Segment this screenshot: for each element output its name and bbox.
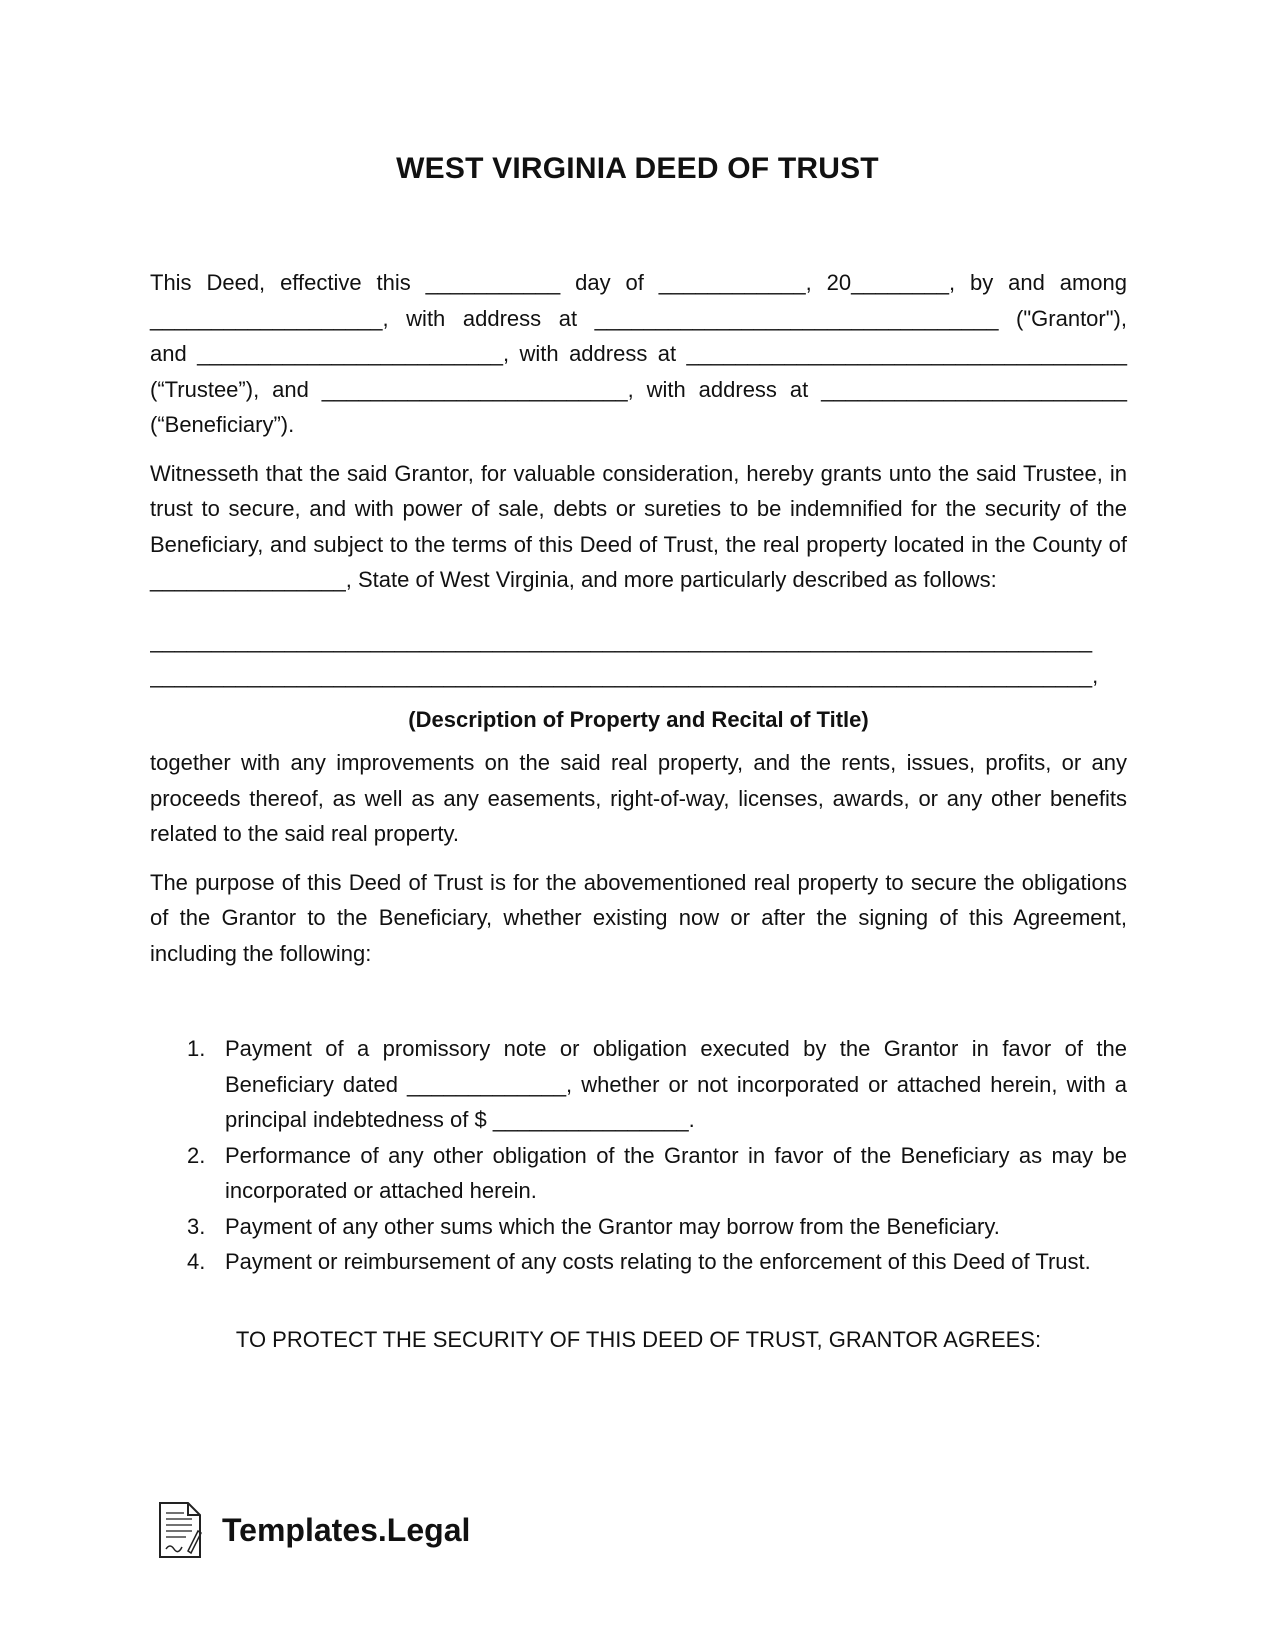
witness-paragraph: Witnesseth that the said Grantor, for valuable consideration, hereby grants unto the said Trustee, in trust to secure, and with power of sale, debts or sureties to be indemnified for the security of the Beneficiary, and subject to the terms of this Deed of Trust, the real property located in the County of ________________, State of West Virginia, and more particularly described as follows: xyxy=(150,460,1127,592)
protect-heading: TO PROTECT THE SECURITY OF THIS DEED OF TRUST, GRANTOR AGREES: xyxy=(235,1326,1042,1352)
property-caption: (Description of Property and Recital of Title) xyxy=(408,706,869,732)
list-item: 4. Payment or reimbursement of any costs relating to the enforcement of this Deed of Trust. xyxy=(187,1249,1091,1274)
document-title: WEST VIRGINIA DEED OF TRUST xyxy=(396,152,879,185)
intro-line: (“Beneficiary”). xyxy=(150,412,295,437)
obligations-list xyxy=(150,1031,1127,1280)
document-body xyxy=(150,265,1127,1357)
intro-line: and _________________________, with address at ____________________________________ xyxy=(150,341,1127,366)
footer-branding xyxy=(158,1495,470,1565)
property-description-line: _____________________________________________________________________________, xyxy=(150,663,1099,688)
property-description-line: _____________________________________________________________________________ xyxy=(150,627,1093,653)
list-item: 3. Payment of any other sums which the Grantor may borrow from the Beneficiary. xyxy=(187,1213,1000,1239)
intro-line: ___________________, with address at _________________________________ ("Grantor"), xyxy=(150,305,1127,331)
intro-line: This Deed, effective this ___________ day of ____________, 20________, by and among xyxy=(150,270,1127,295)
document-signature-icon xyxy=(158,1501,202,1559)
together-paragraph: together with any improvements on the said real property, and the rents, issues, profits, or any proceeds thereof, as well as any easements, right-of-way, licenses, awards, or any other benefits related to the said real property. xyxy=(150,750,1127,846)
purpose-paragraph: The purpose of this Deed of Trust is for the abovementioned real property to secure the obligations of the Grantor to the Beneficiary, whether existing now or after the signing of this Agreement, including the following: xyxy=(150,869,1127,966)
intro-paragraph xyxy=(150,265,1127,443)
list-item: 2. Performance of any other obligation of the Grantor in favor of the Beneficiary as may be incorporated or attached herein. xyxy=(187,1142,1127,1203)
list-item: 1. Payment of a promissory note or obligation executed by the Grantor in favor of the Beneficiary dated _____________, whether or not incorporated or attached herein, with a principal indebtedness of $ ________________. xyxy=(187,1036,1127,1132)
brand-name: Templates.Legal xyxy=(222,1511,471,1548)
intro-line: (“Trustee”), and _________________________, with address at _________________________ xyxy=(150,376,1127,402)
